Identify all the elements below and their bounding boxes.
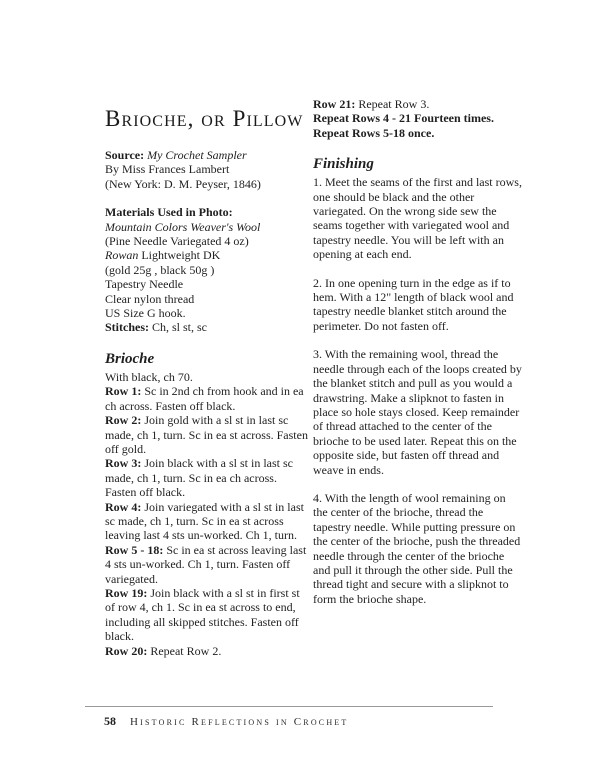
section-heading-finishing: Finishing (313, 156, 374, 173)
row-text: Join gold with a sl st in last sc made, ch 1, turn. Sc in ea st across. Fasten off gold. (105, 413, 308, 456)
left-column (105, 104, 309, 658)
source-publisher: (New York: D. M. Peyser, 1846) (105, 176, 261, 191)
material-yarn2 (105, 248, 309, 262)
row-text: Sc in ea st across leaving last 4 sts un-worked. Ch 1, turn. Fasten off variegated. (105, 542, 307, 586)
material-tool1: Tapestry Needle (105, 277, 184, 292)
stitches-label: Stitches: (105, 320, 149, 335)
row-label: Row 5 - 18: (105, 542, 164, 557)
finishing-paragraph-2: 2. In one opening turn in the edge as if to hem. With a 12" length of black wool and tapestry needle blanket stitch around the perimeter. Do not fasten off. (313, 275, 514, 333)
row-label: Row 19: (105, 585, 148, 600)
source-line (105, 148, 309, 162)
finishing-paragraph-3: 3. With the remaining wool, thread the needle through each of the loops created by the blanket stitch and pull as you would a drawstring. Make a slipknot to fasten in place so hole stays closed. Keep remainder of thread attached to the center of the brioche to be used later. Repeat this on the opposite side, but fasten off thread and weave in ends. (313, 347, 522, 477)
material-yarn1-detail: (Pine Needle Variegated 4 oz) (105, 234, 249, 249)
stitches-value: Ch, sl st, sc (152, 320, 208, 335)
pattern-row-5-18 (105, 543, 309, 586)
row-label: Row 1: (105, 384, 142, 399)
pattern-row-20 (105, 644, 309, 658)
row-label: Row 4: (105, 499, 142, 514)
materials-heading: Materials Used in Photo: (105, 205, 233, 220)
footer (104, 714, 348, 729)
section-heading-brioche: Brioche (105, 350, 155, 367)
repeat-instruction-1: Repeat Rows 4 - 21 Fourteen times. (313, 111, 494, 126)
row-label: Row 20: (105, 643, 148, 658)
source-book-title: My Crochet Sampler (147, 148, 247, 162)
material-yarn2-detail: (gold 25g , black 50g ) (105, 262, 215, 277)
material-yarn1: Mountain Colors Weaver's Wool (105, 219, 261, 234)
finishing-paragraph-1: 1. Meet the seams of the first and last rows, one should be black and the other variegated. On the wrong side sew the seams together with variegated wool and tapestry needle. You will be left with an opening at each end. (313, 175, 522, 262)
row-label: Row 3: (105, 456, 142, 471)
source-block (105, 148, 309, 191)
pattern-row-3 (105, 456, 309, 499)
row-text: Repeat Row 2. (150, 643, 222, 658)
row-text: Join black with a sl st in last sc made, ch 1, turn. Sc in ea ch across. Fasten off black. (105, 456, 293, 500)
material-tool2: Clear nylon thread (105, 291, 195, 306)
material-tool3: US Size G hook. (105, 306, 186, 321)
repeat-instruction-2: Repeat Rows 5-18 once. (313, 125, 435, 140)
material-yarn2-brand: Rowan (105, 248, 139, 263)
materials-block (105, 205, 309, 335)
footer-rule (85, 706, 493, 707)
row-label: Row 2: (105, 413, 142, 428)
pattern-row-21 (313, 97, 523, 111)
pattern-row-1 (105, 384, 309, 413)
pattern-row-19 (105, 586, 309, 644)
row-text: Repeat Row 3. (358, 97, 430, 111)
brioche-intro: With black, ch 70. (105, 369, 193, 384)
row-text: Join black with a sl st in first st of row 4, ch 1. Sc in ea st across to end, including all skipped stitches. Fasten off black. (105, 585, 300, 644)
row-label: Row 21: (313, 97, 356, 111)
page-number: 58 (104, 714, 116, 728)
page-title: Brioche, or Pillow (105, 106, 304, 131)
source-author: By Miss Frances Lambert (105, 162, 230, 177)
finishing-paragraph-4: 4. With the length of wool remaining on the center of the brioche, thread the tapestry needle. While putting pressure on the center of the brioche, push the threaded needle through the center of the brioche and pull it through the other side. Pull the thread tight and secure with a slipknot to form the brioche shape. (313, 490, 521, 606)
row-text: Join variegated with a sl st in last sc made, ch 1, turn. Sc in ea st across leaving last 4 sts un-worked. Ch 1, turn. (105, 499, 304, 543)
pattern-row-2 (105, 413, 309, 456)
right-column (313, 97, 523, 606)
stitches-line (105, 320, 309, 334)
pattern-row-4 (105, 500, 309, 543)
material-yarn2-rest: Lightweight DK (141, 248, 221, 263)
row-text: Sc in 2nd ch from hook and in ea ch across. Fasten off black. (105, 384, 304, 413)
footer-book-title: Historic Reflections in Crochet (130, 716, 349, 728)
source-label: Source: (105, 148, 145, 162)
